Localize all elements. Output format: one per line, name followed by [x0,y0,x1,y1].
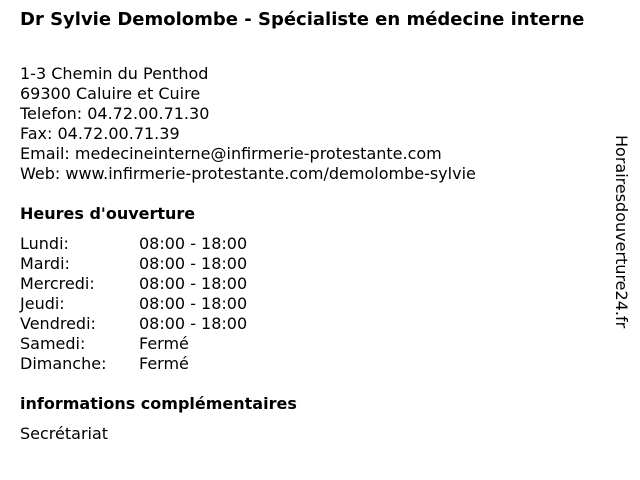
day-label: Dimanche: [20,354,107,373]
phone-number: Telefon: 04.72.00.71.30 [20,104,210,123]
city-address: 69300 Caluire et Cuire [20,84,201,103]
website-url: Web: www.infirmerie-protestante.com/demolombe-sylvie [20,164,476,183]
opening-hours-heading: Heures d'ouverture [20,204,196,223]
hours-row-sunday [20,354,247,374]
hours-row-saturday [20,334,247,354]
additional-info-heading: informations complémentaires [20,394,297,413]
hours-row-tuesday [20,254,247,274]
additional-info-text: Secrétariat [20,424,109,443]
time-value: 08:00 - 18:00 [139,274,248,293]
day-label: Lundi: [20,234,69,253]
time-value: 08:00 - 18:00 [139,314,248,333]
day-label: Jeudi: [20,294,65,313]
hours-row-wednesday [20,274,247,294]
page-title: Dr Sylvie Demolombe - Spécialiste en médecine interne [20,9,585,30]
fax-number: Fax: 04.72.00.71.39 [20,124,180,143]
time-value: Fermé [139,334,189,353]
day-label: Samedi: [20,334,86,353]
email-address: Email: medecineinterne@infirmerie-protestante.com [20,144,442,163]
contact-block [20,64,476,184]
hours-row-friday [20,314,247,334]
day-label: Mardi: [20,254,70,273]
time-value: 08:00 - 18:00 [139,254,248,273]
time-value: 08:00 - 18:00 [139,234,248,253]
hours-row-monday [20,234,247,254]
time-value: 08:00 - 18:00 [139,294,248,313]
street-address: 1-3 Chemin du Penthod [20,64,209,83]
site-watermark: Horairesdouverture24.fr [612,135,631,329]
day-label: Mercredi: [20,274,95,293]
hours-row-thursday [20,294,247,314]
day-label: Vendredi: [20,314,96,333]
opening-hours-table [20,234,247,374]
time-value: Fermé [139,354,189,373]
